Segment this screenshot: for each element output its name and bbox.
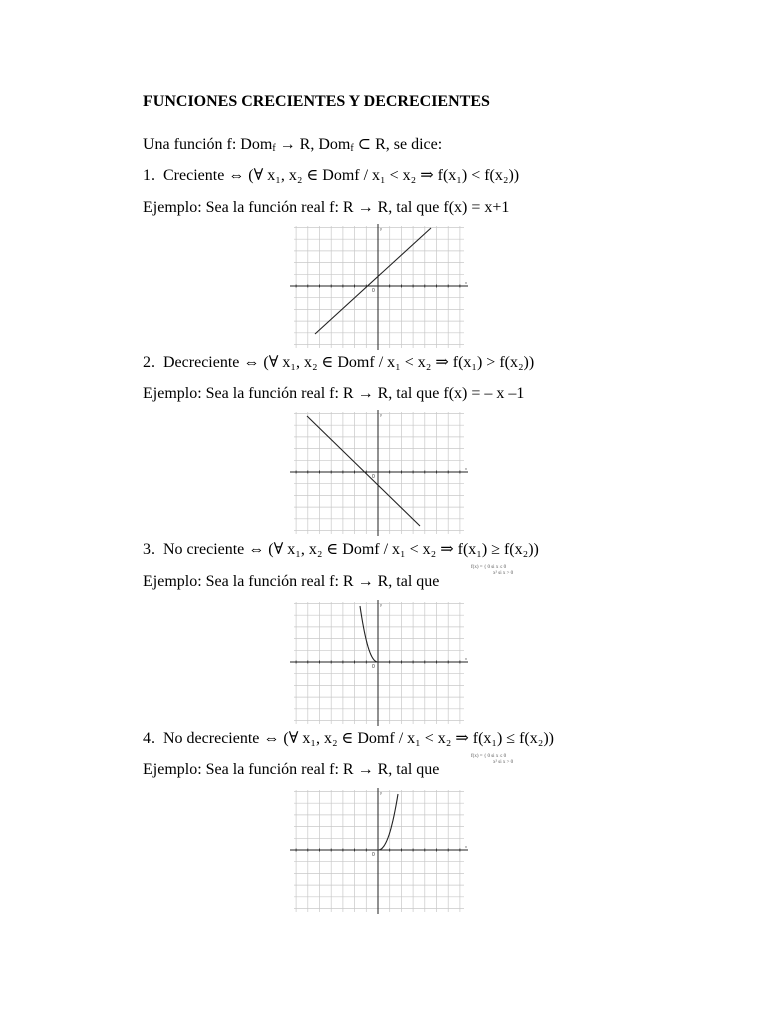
x-axis-label: x (465, 280, 467, 285)
intro-text: Una función f: Dom$_f$ → R, Dom$_f$ ⊂ R, se dice: (143, 136, 443, 154)
graph-svg (288, 600, 470, 726)
graph-svg (288, 788, 470, 914)
graph-no-decreciente (288, 788, 470, 914)
example-no-decreciente: Ejemplo: Sea la función real f: R → R, tal que (143, 761, 440, 778)
definition-no-decreciente: 4. No decreciente ⇔ (∀ x₁, x₂ ∈ Domf / x₁ < x₂ ⇒ f(x₁) ≤ f(x₂)) (143, 730, 554, 747)
graph-creciente (288, 224, 470, 350)
definition-no-creciente: 3. No creciente ⇔ (∀ x₁, x₂ ∈ Domf / x₁ < x₂ ⇒ f(x₁) ≥ f(x₂)) (143, 541, 539, 558)
page-title: FUNCIONES CRECIENTES Y DECRECIENTES (143, 93, 490, 110)
graph-svg (288, 224, 470, 350)
definition-decreciente: 2. Decreciente ⇔ (∀ x₁, x₂ ∈ Domf / x₁ < x₂ ⇒ f(x₁) > f(x₂)) (143, 354, 535, 371)
x-axis-label: x (465, 466, 467, 471)
y-axis-label: y (380, 412, 382, 417)
origin-label: 0 (372, 852, 375, 858)
definition-creciente: 1. Creciente ⇔ (∀ x₁, x₂ ∈ Domf / x₁ < x₂ ⇒ f(x₁) < f(x₂)) (143, 167, 520, 184)
piecewise-formula: f(x) = { 0 si x ≤ 0 x² si x > 0 (471, 754, 514, 765)
origin-label: 0 (372, 664, 375, 670)
example-no-creciente: Ejemplo: Sea la función real f: R → R, tal que (143, 573, 440, 590)
function-curve (360, 606, 377, 662)
x-axis-label: x (465, 844, 467, 849)
y-axis-label: y (380, 226, 382, 231)
function-curve (378, 794, 398, 850)
graph-decreciente (288, 410, 470, 536)
function-curve (315, 228, 431, 334)
origin-label: 0 (372, 474, 375, 480)
graph-no-creciente (288, 600, 470, 726)
example-creciente: Ejemplo: Sea la función real f: R → R, tal que f(x) = x+1 (143, 199, 510, 216)
graph-svg (288, 410, 470, 536)
x-axis-label: x (465, 656, 467, 661)
y-axis-label: y (380, 790, 382, 795)
piecewise-formula: f(x) = { 0 si x ≤ 0 x² si x > 0 (471, 565, 514, 576)
function-curve (307, 416, 420, 526)
y-axis-label: y (380, 602, 382, 607)
origin-label: 0 (372, 288, 375, 294)
example-decreciente: Ejemplo: Sea la función real f: R → R, tal que f(x) = – x –1 (143, 385, 525, 402)
